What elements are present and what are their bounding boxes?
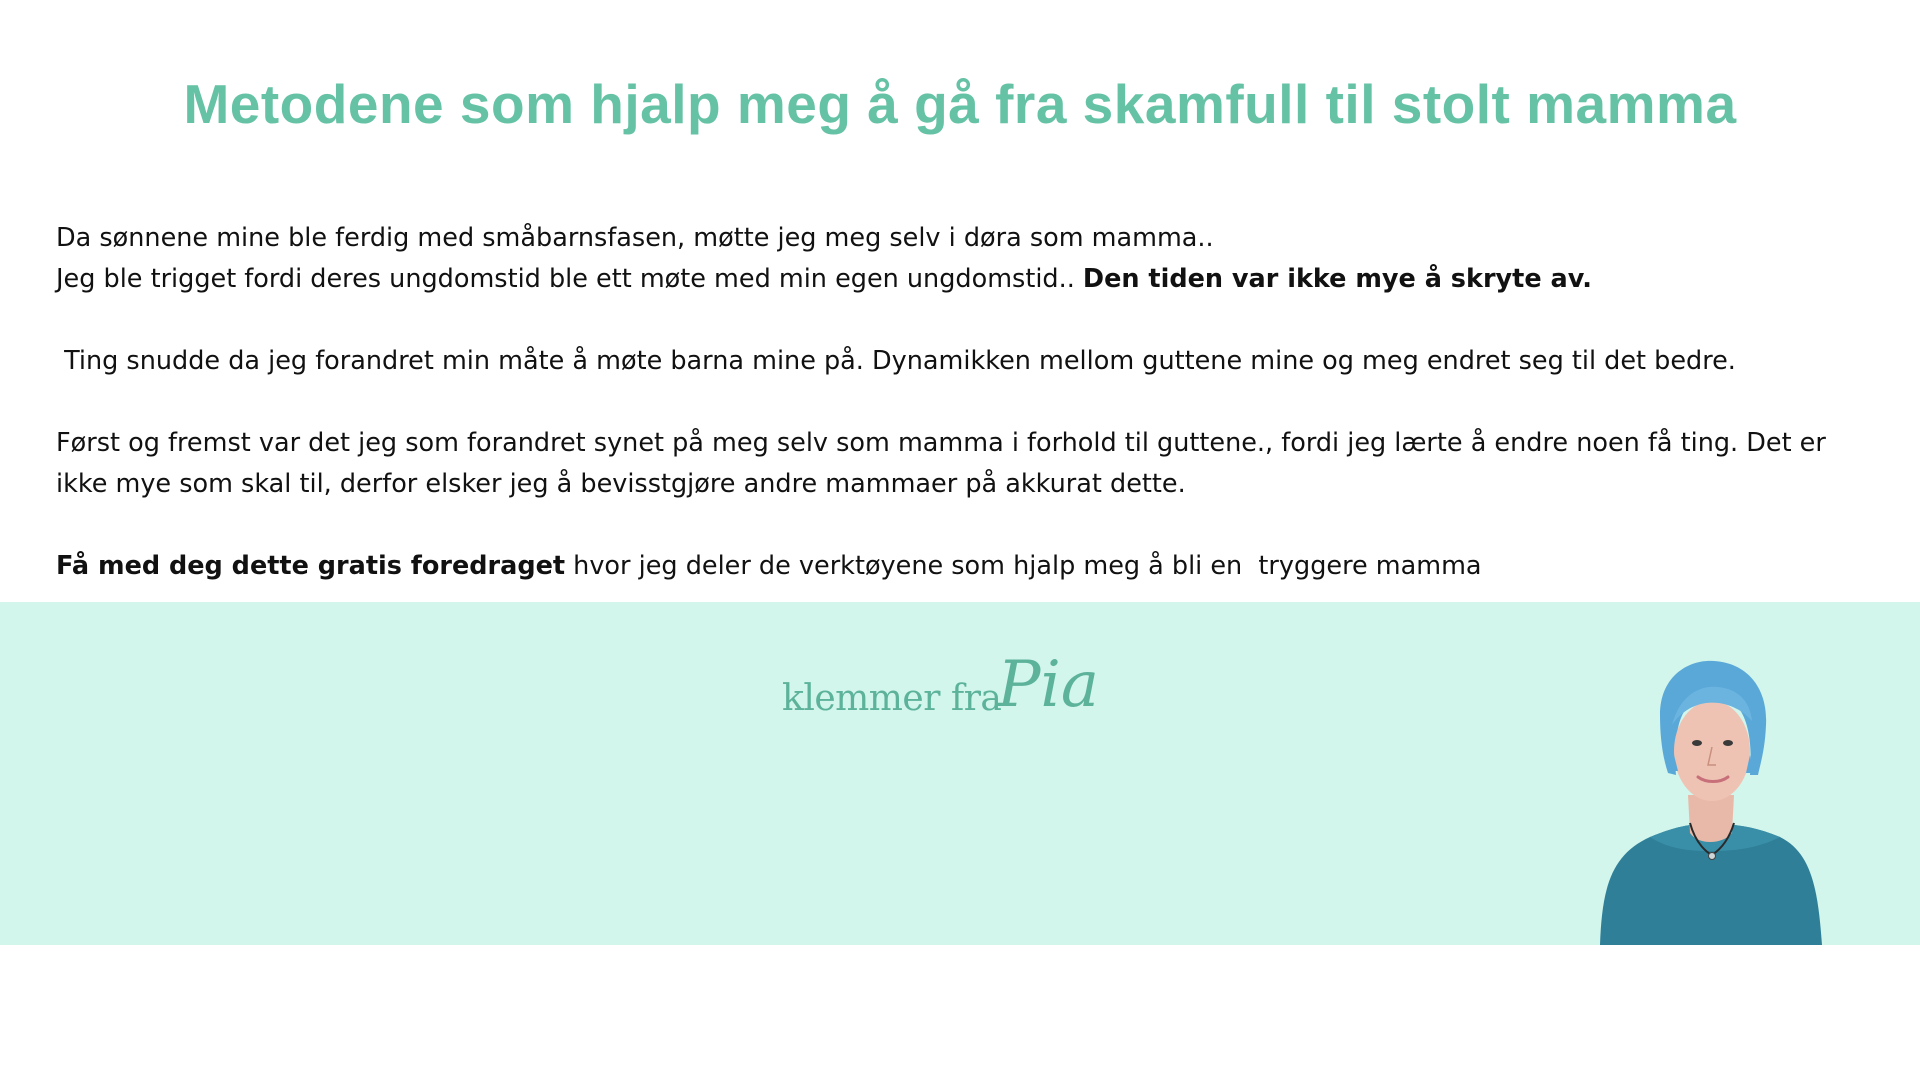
paragraph-4 xyxy=(56,546,1876,587)
paragraph-4-text: hvor jeg deler de verktøyene som hjalp meg å bli en tryggere mamma xyxy=(565,551,1482,581)
portrait-photo xyxy=(1590,655,1830,945)
page-title: Metodene som hjalp meg å gå fra skamfull til stolt mamma xyxy=(183,73,1737,135)
logo-script: Pia xyxy=(997,648,1100,722)
spacer xyxy=(56,382,1876,423)
paragraph-2: Ting snudde da jeg forandret min måte å møte barna mine på. Dynamikken mellom guttene mine og meg endret seg til det bedre. xyxy=(56,346,1736,376)
logo-text: klemmer fra xyxy=(782,678,1002,719)
paragraph-1 xyxy=(56,218,1876,300)
paragraph-1-emphasis: Den tiden var ikke mye å skryte av. xyxy=(1082,264,1592,294)
spacer xyxy=(56,505,1876,546)
brand-logo xyxy=(782,604,1103,722)
body-text xyxy=(56,218,1876,587)
paragraph-3: Først og fremst var det jeg som forandret synet på meg selv som mamma i forhold til guttene., fordi jeg lærte å endre noen få ting. Det er ikke mye som skal til, derfor elsker jeg å bevisstgjøre andre mammaer på akkurat dette. xyxy=(56,428,1826,499)
paragraph-1-line-1: Da sønnene mine ble ferdig med småbarnsfasen, møtte jeg meg selv i døra som mamma.. xyxy=(56,223,1214,253)
paragraph-4-emphasis: Få med deg dette gratis foredraget xyxy=(56,551,566,581)
paragraph-1-line-2: Jeg ble trigget fordi deres ungdomstid ble ett møte med min egen ungdomstid.. xyxy=(56,264,1083,294)
spacer xyxy=(56,300,1876,341)
